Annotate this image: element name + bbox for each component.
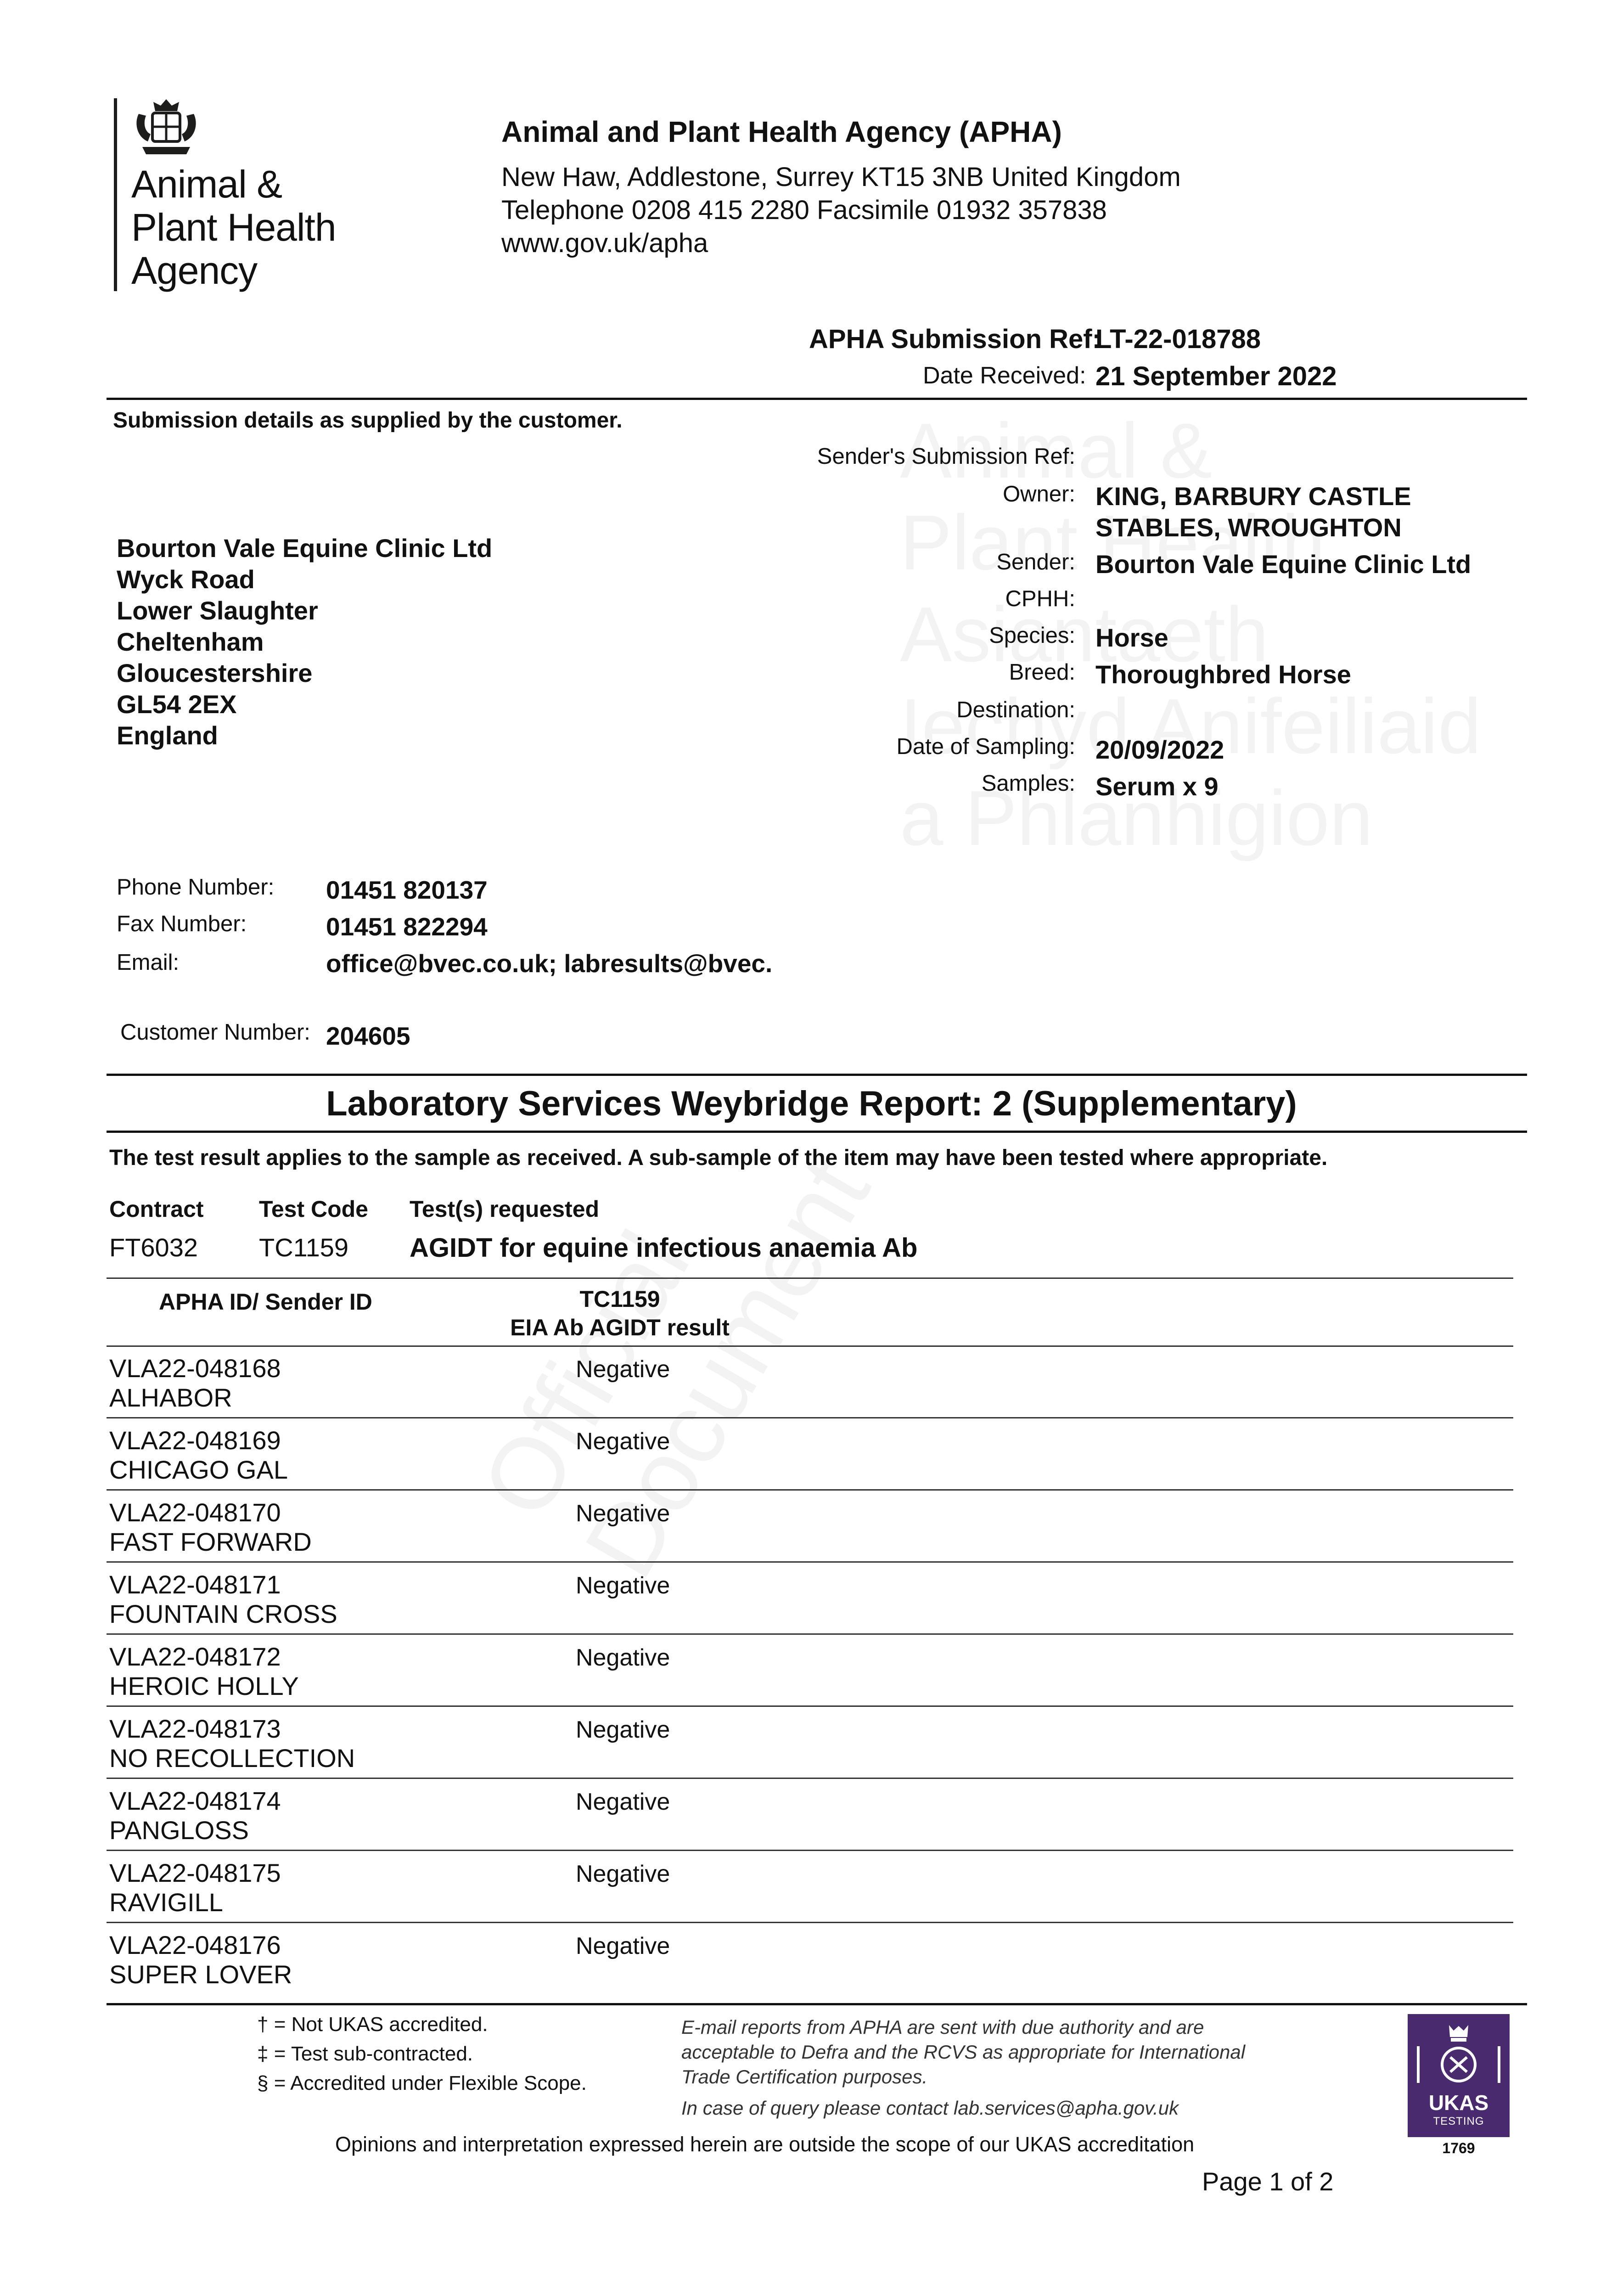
test-code-header: Test Code (259, 1196, 368, 1222)
query-contact-note: In case of query please contact lab.services@apha.gov.uk (681, 2097, 1179, 2119)
royal-crest-icon (129, 96, 203, 160)
legend-flexible-scope: § = Accredited under Flexible Scope. (257, 2072, 587, 2094)
sample-id: VLA22-048170 (109, 1498, 281, 1527)
submission-ref-label: APHA Submission Ref: (809, 324, 1101, 354)
address-line: Bourton Vale Equine Clinic Ltd (117, 534, 493, 563)
test-code-value: TC1159 (259, 1233, 349, 1262)
report-top-rule (107, 1074, 1527, 1076)
ukas-label: UKAS (1428, 2091, 1489, 2115)
contract-value: FT6032 (109, 1233, 198, 1262)
contract-header: Contract (109, 1196, 204, 1222)
logo-line-1: Animal & (131, 163, 282, 206)
sample-id: VLA22-048169 (109, 1426, 281, 1455)
sample-id: VLA22-048171 (109, 1570, 281, 1599)
agency-name: Animal and Plant Health Agency (APHA) (501, 115, 1062, 148)
sample-id: VLA22-048173 (109, 1714, 281, 1743)
fax-label: Fax Number: (117, 912, 247, 936)
sender-ref-label: Sender's Submission Ref: (817, 444, 1075, 469)
agency-website[interactable]: www.gov.uk/apha (501, 228, 708, 258)
sample-name: SUPER LOVER (109, 1960, 292, 1989)
sample-id: VLA22-048176 (109, 1930, 281, 1959)
ukas-badge (1408, 2014, 1510, 2137)
phone-label: Phone Number: (117, 875, 275, 900)
cphh-label: CPHH: (1005, 586, 1075, 611)
owner-label: Owner: (1003, 482, 1075, 506)
row-divider (107, 1850, 1513, 1851)
row-divider (107, 1489, 1513, 1491)
email-note-line-3: Trade Certification purposes. (681, 2066, 928, 2088)
sample-name: NO RECOLLECTION (109, 1744, 355, 1773)
sample-result: Negative (576, 1572, 670, 1599)
tests-requested-header: Test(s) requested (410, 1196, 600, 1222)
address-line: GL54 2EX (117, 690, 237, 719)
sample-result: Negative (576, 1500, 670, 1527)
agency-phone-fax: Telephone 0208 415 2280 Facsimile 01932 357838 (501, 195, 1107, 225)
sample-result: Negative (576, 1933, 670, 1959)
logo-line-2: Plant Health (131, 206, 336, 249)
sample-result: Negative (576, 1789, 670, 1815)
sender-value: Bourton Vale Equine Clinic Ltd (1095, 550, 1471, 579)
legend-not-accredited: † = Not UKAS accredited. (257, 2013, 488, 2036)
owner-value-line-2: STABLES, WROUGHTON (1095, 513, 1402, 542)
ukas-number: 1769 (1442, 2140, 1475, 2156)
sample-name: FOUNTAIN CROSS (109, 1599, 337, 1628)
sample-id: VLA22-048174 (109, 1786, 281, 1815)
email-value[interactable]: office@bvec.co.uk; labresults@bvec. (326, 949, 773, 978)
row-divider (107, 1633, 1513, 1635)
fax-value: 01451 822294 (326, 912, 488, 941)
page-number: Page 1 of 2 (1202, 2167, 1334, 2196)
email-note-line-1: E-mail reports from APHA are sent with due authority and are (681, 2016, 1204, 2038)
samples-label: Samples: (981, 771, 1075, 796)
species-value: Horse (1095, 623, 1168, 652)
address-line: England (117, 721, 218, 750)
row-divider (107, 1778, 1513, 1779)
sample-id: VLA22-048168 (109, 1354, 281, 1383)
phone-value: 01451 820137 (326, 876, 488, 904)
sample-result: Negative (576, 1428, 670, 1455)
col-header-id: APHA ID/ Sender ID (159, 1289, 372, 1315)
submission-details-note: Submission details as supplied by the customer. (113, 408, 623, 433)
owner-value-line-1: KING, BARBURY CASTLE (1095, 482, 1411, 511)
breed-value: Thoroughbred Horse (1095, 660, 1351, 689)
address-line: Gloucestershire (117, 658, 313, 687)
sample-id: VLA22-048175 (109, 1858, 281, 1887)
sample-name: ALHABOR (109, 1383, 232, 1412)
report-bottom-rule (107, 1131, 1527, 1133)
sample-result: Negative (576, 1356, 670, 1383)
sample-result: Negative (576, 1861, 670, 1887)
agency-address: New Haw, Addlestone, Surrey KT15 3NB United Kingdom (501, 162, 1181, 192)
sample-name: CHICAGO GAL (109, 1455, 288, 1484)
sample-result: Negative (576, 1644, 670, 1671)
logo-line-3: Agency (131, 249, 258, 292)
customer-number-value: 204605 (326, 1022, 410, 1050)
customer-number-label: Customer Number: (120, 1020, 310, 1045)
address-line: Wyck Road (117, 565, 255, 594)
sender-label: Sender: (996, 550, 1075, 574)
row-divider (107, 1417, 1513, 1418)
breed-label: Breed: (1009, 660, 1075, 685)
report-note: The test result applies to the sample as received. A sub-sample of the item may have been tested where appropriate. (109, 1146, 1328, 1170)
date-of-sampling-label: Date of Sampling: (896, 734, 1075, 759)
header-divider (107, 398, 1527, 400)
species-label: Species: (989, 623, 1075, 648)
results-table-top-rule (107, 1277, 1513, 1279)
col-header-result-code: TC1159 (579, 1286, 660, 1312)
date-of-sampling-value: 20/09/2022 (1095, 735, 1224, 764)
samples-value: Serum x 9 (1095, 772, 1219, 801)
ukas-testing-label: TESTING (1433, 2115, 1484, 2127)
address-line: Lower Slaughter (117, 596, 318, 625)
opinions-disclaimer: Opinions and interpretation expressed herein are outside the scope of our UKAS accreditation (335, 2133, 1195, 2156)
sample-name: FAST FORWARD (109, 1527, 312, 1556)
test-requested-value: AGIDT for equine infectious anaemia Ab (410, 1233, 918, 1263)
row-divider (107, 1705, 1513, 1707)
sample-name: RAVIGILL (109, 1888, 223, 1917)
row-divider (107, 1922, 1513, 1923)
date-received-value: 21 September 2022 (1095, 361, 1337, 391)
col-header-result-name: EIA Ab AGIDT result (510, 1315, 730, 1340)
sample-id: VLA22-048172 (109, 1642, 281, 1671)
sample-result: Negative (576, 1716, 670, 1743)
footer-rule (107, 2003, 1527, 2005)
results-table-header-rule (107, 1345, 1513, 1347)
email-label: Email: (117, 950, 180, 975)
date-received-label: Date Received: (923, 362, 1086, 389)
sample-name: HEROIC HOLLY (109, 1671, 299, 1700)
address-line: Cheltenham (117, 627, 264, 656)
row-divider (107, 1561, 1513, 1563)
email-note-line-2: acceptable to Defra and the RCVS as appropriate for International (681, 2041, 1246, 2063)
submission-ref-value: LT-22-018788 (1095, 324, 1261, 354)
destination-label: Destination: (956, 698, 1075, 722)
report-title: Laboratory Services Weybridge Report: 2 (Supplementary) (326, 1084, 1297, 1123)
logo-bar (114, 98, 117, 291)
legend-sub-contracted: ‡ = Test sub-contracted. (257, 2043, 473, 2065)
sample-name: PANGLOSS (109, 1816, 249, 1845)
